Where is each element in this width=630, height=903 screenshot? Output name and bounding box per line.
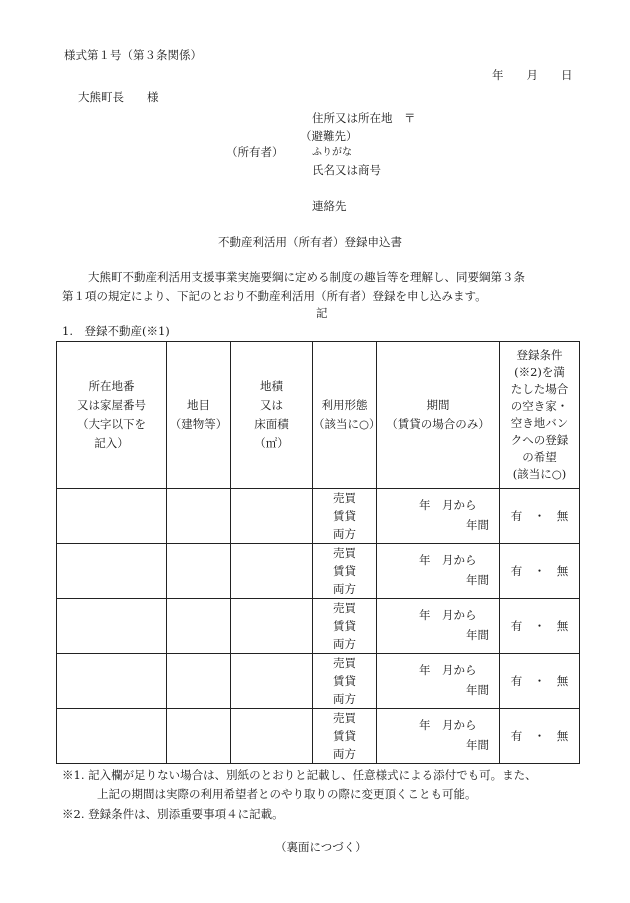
section-1-heading: 1. 登録不動産(※1) [62, 324, 170, 338]
table-row [57, 654, 580, 709]
usage-cell[interactable]: 売買 賃貸 両方 [313, 599, 377, 654]
date-line[interactable]: 年 月 日 [492, 68, 573, 82]
area-cell[interactable] [231, 489, 313, 544]
registration-table [56, 341, 580, 764]
location-cell[interactable] [57, 489, 167, 544]
ki-heading: 記 [316, 306, 328, 320]
period-cell[interactable]: 年 月から 年間 [377, 599, 500, 654]
header-period: 期間 （賃貸の場合のみ） [377, 342, 500, 489]
location-cell[interactable] [57, 709, 167, 764]
bank-hope-cell[interactable]: 有 ・ 無 [500, 709, 580, 764]
area-cell[interactable] [231, 599, 313, 654]
contact-label: 連絡先 [312, 199, 347, 213]
owner-role-label: （所有者） [226, 145, 284, 159]
period-cell[interactable]: 年 月から 年間 [377, 489, 500, 544]
area-cell[interactable] [231, 544, 313, 599]
bank-hope-cell[interactable]: 有 ・ 無 [500, 544, 580, 599]
header-location: 所在地番 又は家屋番号 （大字以下を 記入） [57, 342, 167, 489]
land-category-cell[interactable] [167, 654, 231, 709]
header-area: 地積 又は 床面積 （㎡） [231, 342, 313, 489]
bank-hope-cell[interactable]: 有 ・ 無 [500, 599, 580, 654]
header-land-category: 地目 （建物等） [167, 342, 231, 489]
land-category-cell[interactable] [167, 599, 231, 654]
bank-hope-cell[interactable]: 有 ・ 無 [500, 489, 580, 544]
usage-cell[interactable]: 売買 賃貸 両方 [313, 709, 377, 764]
table-header-row [57, 342, 580, 489]
name-label: 氏名又は商号 [312, 163, 381, 177]
usage-cell[interactable]: 売買 賃貸 両方 [313, 544, 377, 599]
period-cell[interactable]: 年 月から 年間 [377, 654, 500, 709]
form-title: 不動産利活用（所有者）登録申込書 [218, 235, 402, 249]
header-usage: 利用形態 （該当に○） [313, 342, 377, 489]
note-1-line-2: 上記の期間は実際の利用希望者とのやり取りの際に変更頂くことも可能。 [97, 787, 477, 801]
continued-label: （裏面につづく） [275, 840, 367, 854]
location-cell[interactable] [57, 599, 167, 654]
furigana-label: ふりがな [312, 147, 352, 158]
land-category-cell[interactable] [167, 489, 231, 544]
land-category-cell[interactable] [167, 709, 231, 764]
intro-paragraph [64, 268, 584, 306]
form-number: 様式第１号（第３条関係） [64, 48, 202, 62]
evacuation-label: （避難先） [300, 129, 358, 143]
location-cell[interactable] [57, 654, 167, 709]
address-label: 住所又は所在地 〒 [312, 111, 416, 125]
area-cell[interactable] [231, 654, 313, 709]
addressee: 大熊町長 様 [78, 90, 159, 104]
note-1-line-1: ※1. 記入欄が足りない場合は、別紙のとおりと記載し、任意様式による添付でも可。また、 [62, 768, 537, 782]
bank-hope-cell[interactable]: 有 ・ 無 [500, 654, 580, 709]
land-category-cell[interactable] [167, 544, 231, 599]
header-condition: 登録条件 (※2)を満 たした場合 の空き家・ 空き地バン クへの登録 の希望 (該当に○) [500, 342, 580, 489]
period-cell[interactable]: 年 月から 年間 [377, 544, 500, 599]
intro-line-2: 第１項の規定により、下記のとおり不動産利活用（所有者）登録を申し込みます。 [62, 289, 487, 303]
period-cell[interactable]: 年 月から 年間 [377, 709, 500, 764]
note-2: ※2. 登録条件は、別添重要事項４に記載。 [62, 807, 284, 821]
table-row [57, 599, 580, 654]
table-row [57, 709, 580, 764]
intro-line-1: 大熊町不動産利活用支援事業実施要綱に定める制度の趣旨等を理解し、同要綱第３条 [88, 270, 525, 284]
usage-cell[interactable]: 売買 賃貸 両方 [313, 489, 377, 544]
area-cell[interactable] [231, 709, 313, 764]
location-cell[interactable] [57, 544, 167, 599]
table-row [57, 544, 580, 599]
table-row [57, 489, 580, 544]
usage-cell[interactable]: 売買 賃貸 両方 [313, 654, 377, 709]
